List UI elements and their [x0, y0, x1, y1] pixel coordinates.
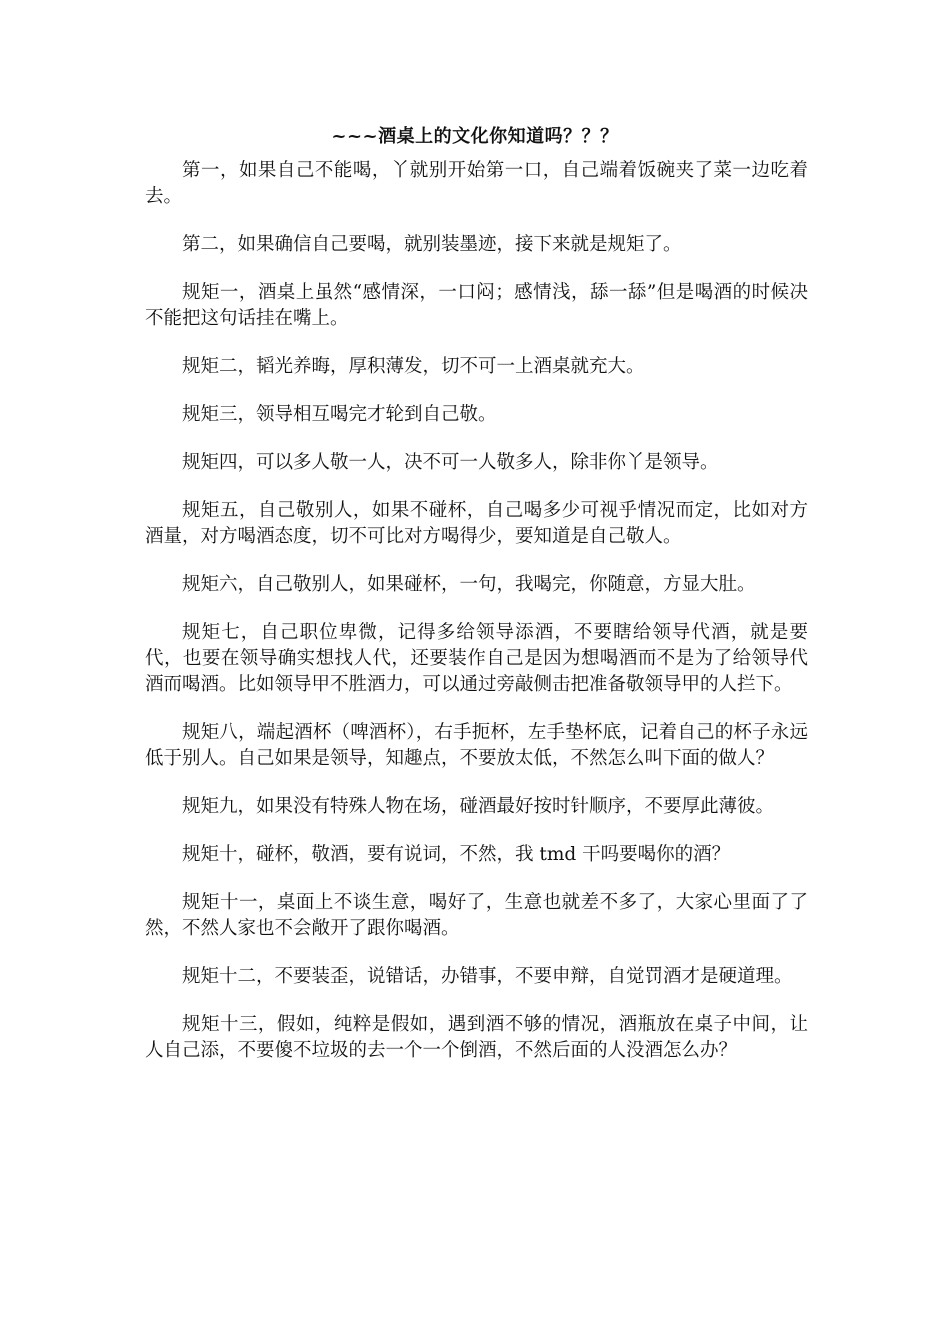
paragraph-2: 第二，如果确信自己要喝，就别装墨迹，接下来就是规矩了。	[182, 234, 682, 255]
document-title: ~~~酒桌上的文化你知道吗？？？	[331, 126, 619, 147]
paragraph-rule-4: 规矩四，可以多人敬一人，决不可一人敬多人，除非你丫是领导。	[182, 452, 719, 473]
paragraph-rule-1: 规矩一，酒桌上虽然“感情深，一口闷；感情浅，舔一舔”但是喝酒的时候决不能把这句话挂在嘴上。	[145, 282, 808, 329]
paragraph-rule-9: 规矩九，如果没有特殊人物在场，碰酒最好按时针顺序，不要厚此薄彼。	[182, 796, 775, 817]
paragraph-rule-7: 规矩七，自己职位卑微，记得多给领导添酒，不要瞎给领导代酒，就是要代，也要在领导确实想找人代，还要装作自己是因为想喝酒而不是为了给领导代酒而喝酒。比如领导甲不胜酒力，可以通过旁敲侧击把准备敬领导甲的人拦下。	[145, 622, 808, 695]
paragraph-rule-13: 规矩十三，假如，纯粹是假如，遇到酒不够的情况，酒瓶放在桌子中间，让人自己添，不要傻不垃圾的去一个一个倒酒，不然后面的人没酒怎么办？	[145, 1014, 808, 1061]
paragraph-rule-6: 规矩六，自己敬别人，如果碰杯，一句，我喝完，你随意，方显大肚。	[182, 574, 756, 595]
paragraph-rule-11: 规矩十一，桌面上不谈生意，喝好了，生意也就差不多了，大家心里面了了然，不然人家也不会敞开了跟你喝酒。	[145, 892, 808, 939]
paragraph-rule-5: 规矩五，自己敬别人，如果不碰杯，自己喝多少可视乎情况而定，比如对方酒量，对方喝酒态度，切不可比对方喝得少，要知道是自己敬人。	[145, 500, 808, 547]
paragraph-rule-2: 规矩二，韬光养晦，厚积薄发，切不可一上酒桌就充大。	[182, 356, 645, 377]
paragraph-rule-8: 规矩八，端起酒杯（啤酒杯），右手扼杯，左手垫杯底，记着自己的杯子永远低于别人。自己如果是领导，知趣点，不要放太低，不然怎么叫下面的做人？	[145, 722, 808, 769]
paragraph-1: 第一，如果自己不能喝，丫就别开始第一口，自己端着饭碗夹了菜一边吃着去。	[145, 160, 808, 207]
paragraph-rule-12: 规矩十二，不要装歪，说错话，办错事，不要申辩，自觉罚酒才是硬道理。	[182, 966, 793, 987]
paragraph-rule-3: 规矩三，领导相互喝完才轮到自己敬。	[182, 404, 497, 425]
paragraph-rule-10: 规矩十，碰杯，敬酒，要有说词，不然，我 tmd 干吗要喝你的酒？	[182, 844, 731, 865]
document-body	[145, 158, 808, 1086]
